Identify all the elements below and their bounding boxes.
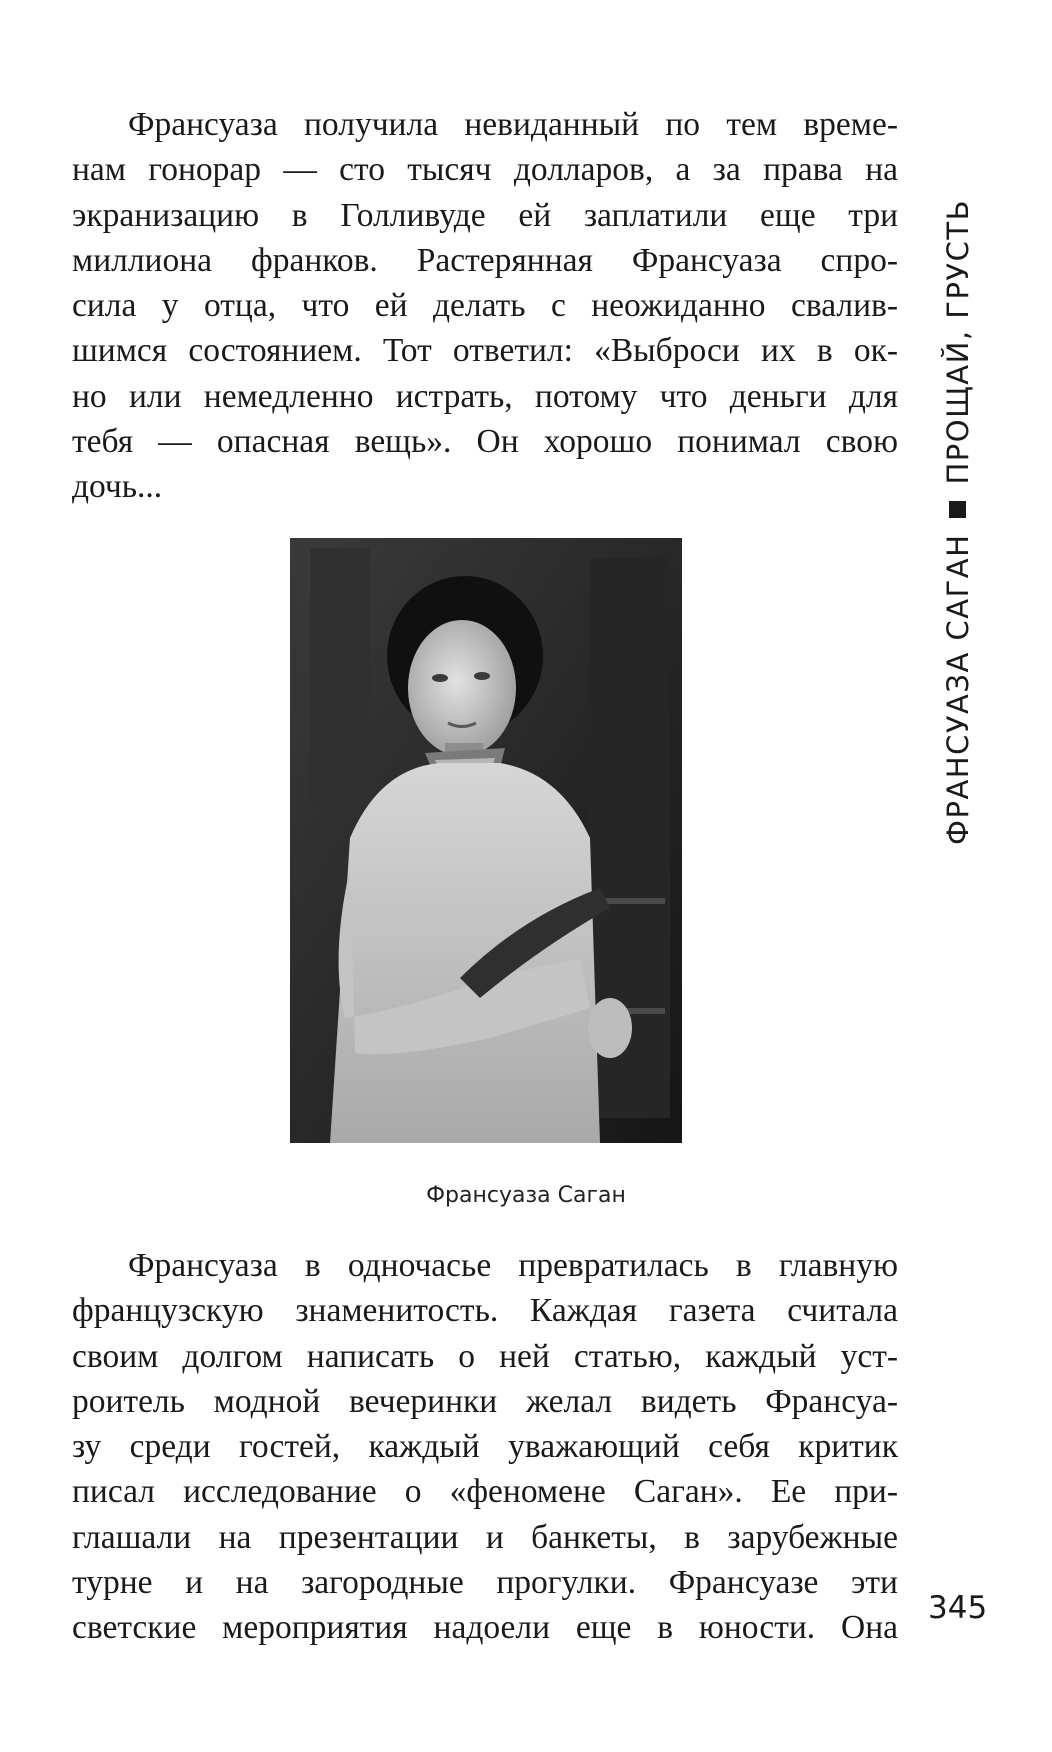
text-line: турне и на загородные прогулки. Франсуазе эти [72,1564,898,1602]
page-number: 345 [928,1590,988,1626]
text-line: тебя — опасная вещь». Он хорошо понимал свою [72,423,898,461]
text-line: шимся состоянием. Тот ответил: «Выброси их в ок- [72,332,898,370]
photo-caption: Франсуаза Саган [426,1183,626,1208]
portrait-photo-icon [290,538,682,1143]
black-square-icon [949,501,966,518]
text-line: сила у отца, что ей делать с неожиданно свалив- [72,287,898,325]
text-line: писал исследование о «феномене Саган». Ее при- [72,1473,898,1511]
text-line: экранизацию в Голливуде ей заплатили еще три [72,196,898,234]
text-line: зу среди гостей, каждый уважающий себя критик [72,1428,898,1466]
text-line: дочь... [72,468,163,506]
text-line: светские мероприятия надоели еще в юности. Она [72,1609,898,1647]
running-head-author: ФРАНСУАЗА САГАН [941,533,975,845]
text-line: глашали на презентации и банкеты, в зарубежные [72,1518,898,1556]
paragraph-1 [72,102,898,510]
text-line: роитель модной вечеринки желал видеть Франсуа- [72,1382,898,1420]
paragraph-2 [72,1243,898,1651]
running-head-title: ПРОЩАЙ, ГРУСТЬ [941,199,975,485]
portrait-photo [290,538,682,1143]
text-line: Франсуаза получила невиданный по тем време- [128,106,898,143]
text-line: миллиона франков. Растерянная Франсуаза спро- [72,241,898,279]
text-line: своим долгом написать о ней статью, каждый уст- [72,1337,898,1375]
text-line: нам гонорар — сто тысяч долларов, а за права на [72,151,898,189]
text-line: но или немедленно истрать, потому что деньги для [72,377,898,415]
text-line: французскую знаменитость. Каждая газета считала [72,1292,898,1330]
text-line: Франсуаза в одночасье превратилась в главную [128,1247,898,1284]
